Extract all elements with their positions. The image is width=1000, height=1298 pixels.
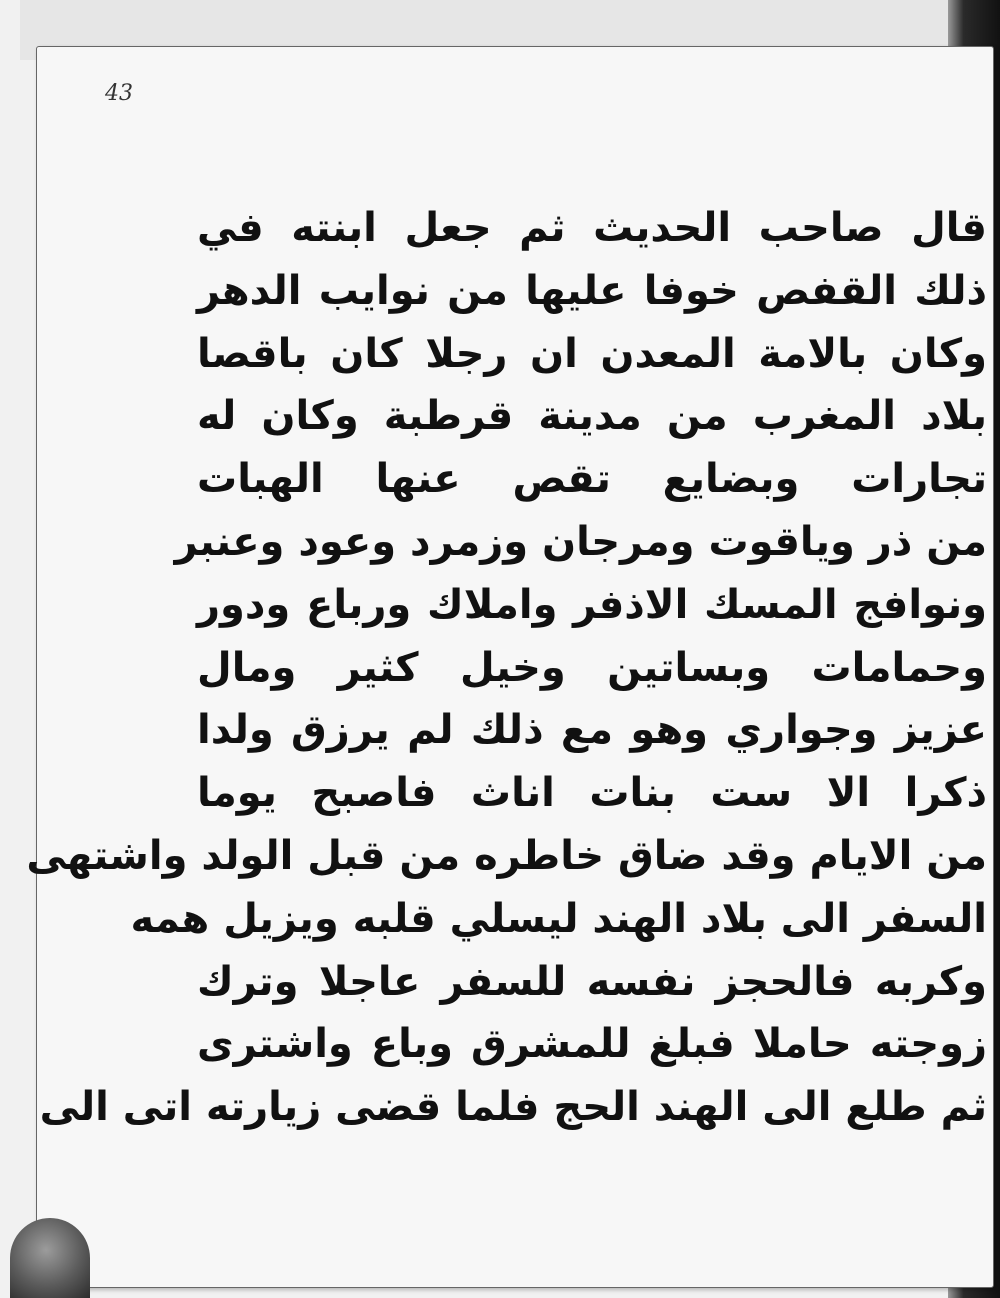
manuscript-text-block <box>26 197 987 1197</box>
text-line: من الايام وقد ضاق خاطره من قبل الولد واشتهى <box>26 832 987 879</box>
text-line: زوجته حاملا فبلغ للمشرق وباع واشترى <box>197 1021 987 1068</box>
text-line: قال صاحب الحديث ثم جعل ابنته في <box>197 205 987 251</box>
text-line: ثم طلع الى الهند الحج فلما قضى زيارته اتى الى <box>39 1084 987 1131</box>
text-line: ذكرا الا ست بنات اناث فاصبح يوما <box>197 770 987 817</box>
text-line: بلاد المغرب من مدينة قرطبة وكان له <box>197 393 987 440</box>
text-line: من ذر وياقوت ومرجان وزمرد وعود وعنبر <box>174 518 987 565</box>
text-line: وكان بالامة المعدن ان رجلا كان باقصا <box>197 330 987 377</box>
scanner-thumb <box>10 1218 90 1298</box>
text-line: ذلك القفص خوفا عليها من نوايب الدهر <box>197 267 987 314</box>
text-line: عزيز وجواري وهو مع ذلك لم يرزق ولدا <box>197 707 987 754</box>
text-line: السفر الى بلاد الهند ليسلي قلبه ويزيل همه <box>130 895 987 942</box>
text-line: وكربه فالحجز نفسه للسفر عاجلا وترك <box>197 958 987 1005</box>
page-number: 43 <box>105 81 133 106</box>
text-line: وحمامات وبساتين وخيل كثير ومال <box>197 644 987 691</box>
text-line: تجارات وبضايع تقص عنها الهبات <box>197 456 987 503</box>
manuscript-page <box>26 46 994 1288</box>
text-line: ونوافج المسك الاذفر واملاك ورباع ودور <box>197 581 987 628</box>
